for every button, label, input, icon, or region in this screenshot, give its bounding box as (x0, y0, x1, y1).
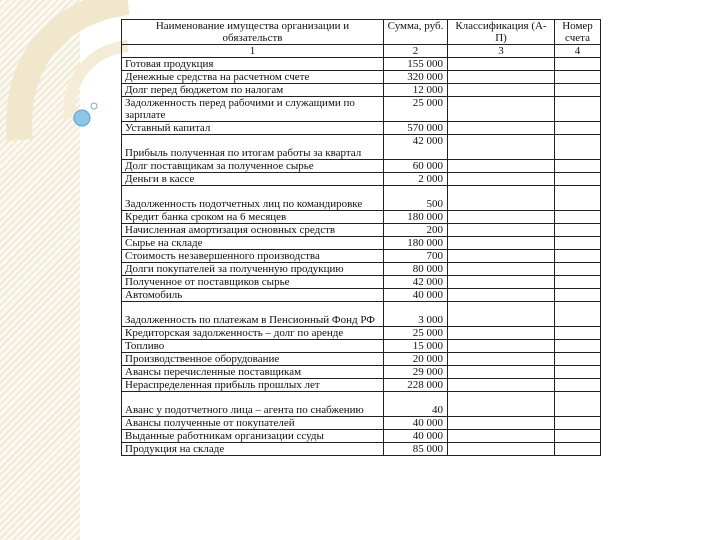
account-cell[interactable] (555, 263, 601, 276)
classification-cell[interactable] (448, 135, 555, 160)
classification-cell[interactable] (448, 263, 555, 276)
item-sum: 155 000 (384, 58, 448, 71)
table-row (122, 71, 601, 84)
item-name: Долг перед бюджетом по налогам (122, 84, 384, 97)
classification-cell[interactable] (448, 97, 555, 122)
account-cell[interactable] (555, 211, 601, 224)
item-sum: 180 000 (384, 211, 448, 224)
classification-cell[interactable] (448, 327, 555, 340)
table-row (122, 353, 601, 366)
item-name: Сырье на складе (122, 237, 384, 250)
table-row (122, 276, 601, 289)
item-name: Кредит банка сроком на 6 месяцев (122, 211, 384, 224)
account-cell[interactable] (555, 84, 601, 97)
account-cell[interactable] (555, 122, 601, 135)
classification-cell[interactable] (448, 237, 555, 250)
account-cell[interactable] (555, 58, 601, 71)
account-cell[interactable] (555, 135, 601, 160)
classification-cell[interactable] (448, 302, 555, 327)
table-row (122, 97, 601, 122)
item-name: Автомобиль (122, 289, 384, 302)
item-name: Задолженность перед рабочими и служащими по зарплате (122, 97, 384, 122)
assets-liabilities-table (121, 19, 601, 456)
item-sum: 25 000 (384, 97, 448, 122)
header-account: Номер счета (555, 20, 601, 45)
item-sum: 80 000 (384, 263, 448, 276)
item-name: Задолженность подотчетных лиц по командировке (122, 186, 384, 211)
account-cell[interactable] (555, 430, 601, 443)
item-sum: 29 000 (384, 366, 448, 379)
classification-cell[interactable] (448, 392, 555, 417)
account-cell[interactable] (555, 160, 601, 173)
account-cell[interactable] (555, 173, 601, 186)
item-sum: 570 000 (384, 122, 448, 135)
item-name: Аванс у подотчетного лица – агента по снабжению (122, 392, 384, 417)
account-cell[interactable] (555, 97, 601, 122)
table-row (122, 122, 601, 135)
table-row (122, 289, 601, 302)
classification-cell[interactable] (448, 250, 555, 263)
column-number-row (122, 45, 601, 58)
item-name: Готовая продукция (122, 58, 384, 71)
header-sum: Сумма, руб. (384, 20, 448, 45)
classification-cell[interactable] (448, 276, 555, 289)
item-sum: 12 000 (384, 84, 448, 97)
table-row (122, 443, 601, 456)
table-row (122, 173, 601, 186)
classification-cell[interactable] (448, 160, 555, 173)
item-sum: 40 (384, 392, 448, 417)
account-cell[interactable] (555, 71, 601, 84)
item-name: Авансы полученные от покупателей (122, 417, 384, 430)
item-name: Прибыль полученная по итогам работы за квартал (122, 135, 384, 160)
item-sum: 25 000 (384, 327, 448, 340)
account-cell[interactable] (555, 443, 601, 456)
table-row (122, 250, 601, 263)
classification-cell[interactable] (448, 122, 555, 135)
item-name: Уставный капитал (122, 122, 384, 135)
account-cell[interactable] (555, 327, 601, 340)
item-sum: 60 000 (384, 160, 448, 173)
item-sum: 20 000 (384, 353, 448, 366)
table-row (122, 263, 601, 276)
table-row (122, 327, 601, 340)
classification-cell[interactable] (448, 173, 555, 186)
item-sum: 40 000 (384, 430, 448, 443)
column-number: 1 (122, 45, 384, 58)
table-row (122, 340, 601, 353)
classification-cell[interactable] (448, 289, 555, 302)
item-sum: 40 000 (384, 417, 448, 430)
table-row (122, 366, 601, 379)
item-sum: 2 000 (384, 173, 448, 186)
account-cell[interactable] (555, 289, 601, 302)
item-name: Начисленная амортизация основных средств (122, 224, 384, 237)
account-cell[interactable] (555, 392, 601, 417)
classification-cell[interactable] (448, 417, 555, 430)
classification-cell[interactable] (448, 84, 555, 97)
decorative-blue-dot (74, 110, 90, 126)
table-row (122, 135, 601, 160)
classification-cell[interactable] (448, 224, 555, 237)
classification-cell[interactable] (448, 186, 555, 211)
item-name: Производственное оборудование (122, 353, 384, 366)
item-name: Задолженность по платежам в Пенсионный Фонд РФ (122, 302, 384, 327)
item-sum: 200 (384, 224, 448, 237)
column-number: 2 (384, 45, 448, 58)
account-cell[interactable] (555, 417, 601, 430)
item-sum: 3 000 (384, 302, 448, 327)
classification-cell[interactable] (448, 443, 555, 456)
item-sum: 500 (384, 186, 448, 211)
table-row (122, 84, 601, 97)
classification-cell[interactable] (448, 353, 555, 366)
account-cell[interactable] (555, 250, 601, 263)
table-row (122, 430, 601, 443)
item-sum: 42 000 (384, 135, 448, 160)
item-name: Авансы перечисленные поставщикам (122, 366, 384, 379)
item-name: Нераспределенная прибыль прошлых лет (122, 379, 384, 392)
account-cell[interactable] (555, 340, 601, 353)
item-name: Продукция на складе (122, 443, 384, 456)
table-row (122, 392, 601, 417)
classification-cell[interactable] (448, 71, 555, 84)
table-row (122, 186, 601, 211)
decorative-arcs (0, 0, 130, 200)
item-name: Деньги в кассе (122, 173, 384, 186)
item-sum: 85 000 (384, 443, 448, 456)
decorative-arc-outer (19, 2, 128, 140)
item-name: Кредиторская задолженность – долг по аренде (122, 327, 384, 340)
item-name: Топливо (122, 340, 384, 353)
account-cell[interactable] (555, 224, 601, 237)
table-row (122, 224, 601, 237)
classification-cell[interactable] (448, 58, 555, 71)
table-row (122, 417, 601, 430)
classification-cell[interactable] (448, 366, 555, 379)
item-name: Денежные средства на расчетном счете (122, 71, 384, 84)
item-name: Выданные работникам организации ссуды (122, 430, 384, 443)
account-cell[interactable] (555, 379, 601, 392)
decorative-small-ring (91, 103, 97, 109)
table-row (122, 58, 601, 71)
item-name: Полученное от поставщиков сырье (122, 276, 384, 289)
item-sum: 40 000 (384, 289, 448, 302)
item-sum: 15 000 (384, 340, 448, 353)
account-cell[interactable] (555, 353, 601, 366)
classification-cell[interactable] (448, 340, 555, 353)
item-sum: 320 000 (384, 71, 448, 84)
account-cell[interactable] (555, 237, 601, 250)
table-header-row (122, 20, 601, 45)
classification-cell[interactable] (448, 379, 555, 392)
account-cell[interactable] (555, 186, 601, 211)
classification-cell[interactable] (448, 211, 555, 224)
account-cell[interactable] (555, 276, 601, 289)
table-row (122, 160, 601, 173)
item-sum: 180 000 (384, 237, 448, 250)
header-classification: Классификация (А-П) (448, 20, 555, 45)
table-row (122, 379, 601, 392)
table-row (122, 211, 601, 224)
item-sum: 42 000 (384, 276, 448, 289)
column-number: 3 (448, 45, 555, 58)
item-name: Долг поставщикам за полученное сырье (122, 160, 384, 173)
item-sum: 228 000 (384, 379, 448, 392)
table-row (122, 302, 601, 327)
assets-table-wrapper (121, 19, 600, 456)
table-row (122, 237, 601, 250)
account-cell[interactable] (555, 302, 601, 327)
item-name: Долги покупателей за полученную продукцию (122, 263, 384, 276)
header-name: Наименование имущества организации и обязательств (122, 20, 384, 45)
account-cell[interactable] (555, 366, 601, 379)
item-name: Стоимость незавершенного производства (122, 250, 384, 263)
column-number: 4 (555, 45, 601, 58)
classification-cell[interactable] (448, 430, 555, 443)
item-sum: 700 (384, 250, 448, 263)
decorative-arc-inner (70, 46, 128, 118)
